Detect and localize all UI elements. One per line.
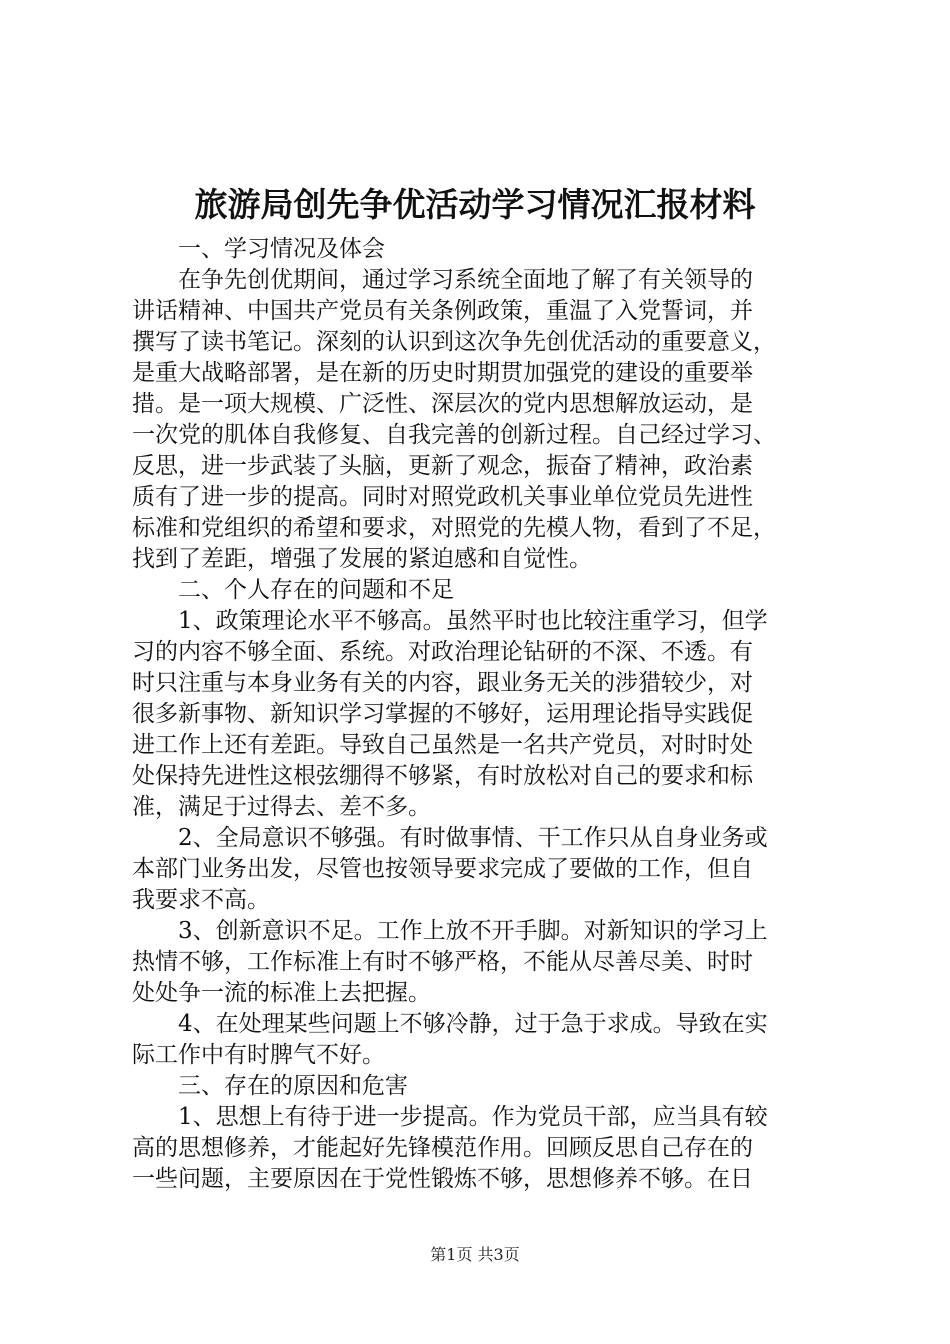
page-footer: 第1页 共3页 — [430, 1245, 520, 1264]
text-line: 热情不够，工作标准上有时不够严格，不能从尽善尽美、时时 — [132, 949, 753, 975]
text-line: 4、在处理某些问题上不够冷静，过于急于求成。导致在实 — [178, 1011, 768, 1037]
text-line: 标准和党组织的希望和要求，对照党的先模人物，看到了不足， — [132, 515, 776, 541]
text-line: 习的内容不够全面、系统。对政治理论钻研的不深、不透。有 — [132, 639, 753, 665]
text-line: 2、全局意识不够强。有时做事情、干工作只从自身业务或 — [178, 825, 768, 851]
text-line: 高的思想修养，才能起好先锋模范作用。回顾反思自己存在的 — [132, 1135, 753, 1161]
text-line: 1、政策理论水平不够高。虽然平时也比较注重学习，但学 — [178, 608, 768, 634]
text-line: 二、个人存在的问题和不足 — [178, 577, 454, 603]
text-line: 很多新事物、新知识学习掌握的不够好，运用理论指导实践促 — [132, 701, 753, 727]
text-line: 一、学习情况及体会 — [178, 236, 385, 262]
text-line: 反思，进一步武装了头脑，更新了观念，振奋了精神，政治素 — [132, 453, 753, 479]
text-line: 本部门业务出发，尽管也按领导要求完成了要做的工作，但自 — [132, 856, 753, 882]
text-line: 处保持先进性这根弦绷得不够紧，有时放松对自己的要求和标 — [132, 763, 753, 789]
text-line: 准，满足于过得去、差不多。 — [132, 794, 431, 820]
text-line: 找到了差距，增强了发展的紧迫感和自觉性。 — [132, 546, 592, 572]
text-line: 处处争一流的标准上去把握。 — [132, 980, 431, 1006]
text-line: 3、创新意识不足。工作上放不开手脚。对新知识的学习上 — [178, 918, 768, 944]
text-line: 时只注重与本身业务有关的内容，跟业务无关的涉猎较少，对 — [132, 670, 753, 696]
text-line: 际工作中有时脾气不好。 — [132, 1042, 385, 1068]
text-line: 三、存在的原因和危害 — [178, 1073, 408, 1099]
document-title: 旅游局创先争优活动学习情况汇报材料 — [194, 185, 756, 224]
text-line: 措。是一项大规模、广泛性、深层次的党内思想解放运动，是 — [132, 391, 753, 417]
text-line: 我要求不高。 — [132, 887, 270, 913]
text-line: 质有了进一步的提高。同时对照党政机关事业单位党员先进性 — [132, 484, 753, 510]
text-line: 进工作上还有差距。导致自己虽然是一名共产党员，对时时处 — [132, 732, 753, 758]
text-line: 一次党的肌体自我修复、自我完善的创新过程。自己经过学习、 — [132, 422, 776, 448]
text-line: 在争先创优期间，通过学习系统全面地了解了有关领导的 — [178, 267, 753, 293]
document-body — [132, 234, 832, 1195]
text-line: 撰写了读书笔记。深刻的认识到这次争先创优活动的重要意义， — [132, 329, 776, 355]
text-line: 1、思想上有待于进一步提高。作为党员干部，应当具有较 — [178, 1104, 768, 1130]
text-line: 讲话精神、中国共产党员有关条例政策，重温了入党誓词，并 — [132, 298, 753, 324]
text-line: 一些问题，主要原因在于党性锻炼不够，思想修养不够。在日 — [132, 1166, 753, 1192]
text-line: 是重大战略部署，是在新的历史时期贯加强党的建设的重要举 — [132, 360, 753, 386]
